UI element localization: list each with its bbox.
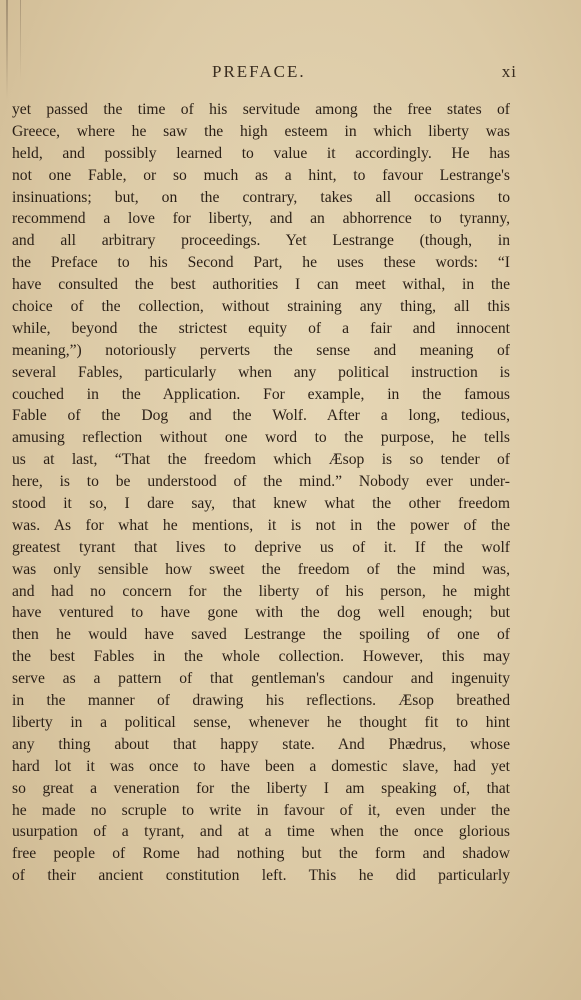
text-line: greatest tyrant that lives to deprive us of it. If the wolf	[12, 538, 510, 556]
text-line: of their ancient constitution left. This he did particularly	[12, 867, 510, 885]
text-line: was. As for what he mentions, it is not in the power of the	[12, 516, 510, 534]
text-line: the Preface to his Second Part, he uses these words: “I	[12, 254, 510, 272]
text-line: have consulted the best authorities I can meet withal, in the	[12, 276, 510, 294]
text-line: in the manner of drawing his reflections. Æsop breathed	[12, 692, 510, 710]
page-number: xi	[501, 62, 517, 81]
text-line: Greece, where he saw the high esteem in which liberty was	[12, 122, 510, 140]
text-line: liberty in a political sense, whenever he thought fit to hint	[12, 713, 510, 731]
text-line: usurpation of a tyrant, and at a time when the once glorious	[12, 823, 510, 841]
text-line: stood it so, I dare say, that knew what the other freedom	[12, 495, 510, 513]
binding-edge-line	[6, 0, 8, 100]
text-line: he made no scruple to write in favour of it, even under the	[12, 801, 510, 819]
text-line: yet passed the time of his servitude among the free states of	[12, 101, 510, 118]
text-line: insinuations; but, on the contrary, takes all occasions to	[12, 188, 510, 206]
text-line: Fable of the Dog and the Wolf. After a long, tedious,	[12, 407, 510, 425]
text-line: then he would have saved Lestrange the spoiling of one of	[12, 626, 510, 644]
text-line: any thing about that happy state. And Phædrus, whose	[12, 735, 510, 753]
text-line: serve as a pattern of that gentleman's candour and ingenuity	[12, 670, 510, 688]
text-line: the best Fables in the whole collection. However, this may	[12, 648, 510, 666]
running-head	[12, 60, 517, 84]
text-line: meaning,”) notoriously perverts the sense and meaning of	[12, 341, 510, 359]
text-line: held, and possibly learned to value it accordingly. He has	[12, 144, 510, 162]
text-line: recommend a love for liberty, and an abhorrence to tyranny,	[12, 210, 510, 228]
text-line: amusing reflection without one word to the purpose, he tells	[12, 429, 510, 447]
text-line: and all arbitrary proceedings. Yet Lestrange (though, in	[12, 232, 510, 250]
text-line: have ventured to have gone with the dog well enough; but	[12, 604, 510, 622]
text-line: not one Fable, or so much as a hint, to favour Lestrange's	[12, 166, 510, 184]
text-line: hard lot it was once to have been a domestic slave, had yet	[12, 757, 510, 775]
text-line: free people of Rome had nothing but the form and shadow	[12, 845, 510, 863]
text-line: and had no concern for the liberty of his person, he might	[12, 582, 510, 600]
text-line: so great a veneration for the liberty I am speaking of, that	[12, 779, 510, 797]
text-line: couched in the Application. For example, in the famous	[12, 385, 510, 403]
text-line: several Fables, particularly when any political instruction is	[12, 363, 510, 381]
text-line: choice of the collection, without straining any thing, all this	[12, 298, 510, 316]
text-line: while, beyond the strictest equity of a fair and innocent	[12, 319, 510, 337]
text-line: us at last, “That the freedom which Æsop is so tender of	[12, 451, 510, 469]
text-line: here, is to be understood of the mind.” Nobody ever under-	[12, 473, 510, 491]
body-text	[12, 99, 510, 887]
text-line: was only sensible how sweet the freedom of the mind was,	[12, 560, 510, 578]
running-title: PREFACE.	[212, 62, 306, 81]
